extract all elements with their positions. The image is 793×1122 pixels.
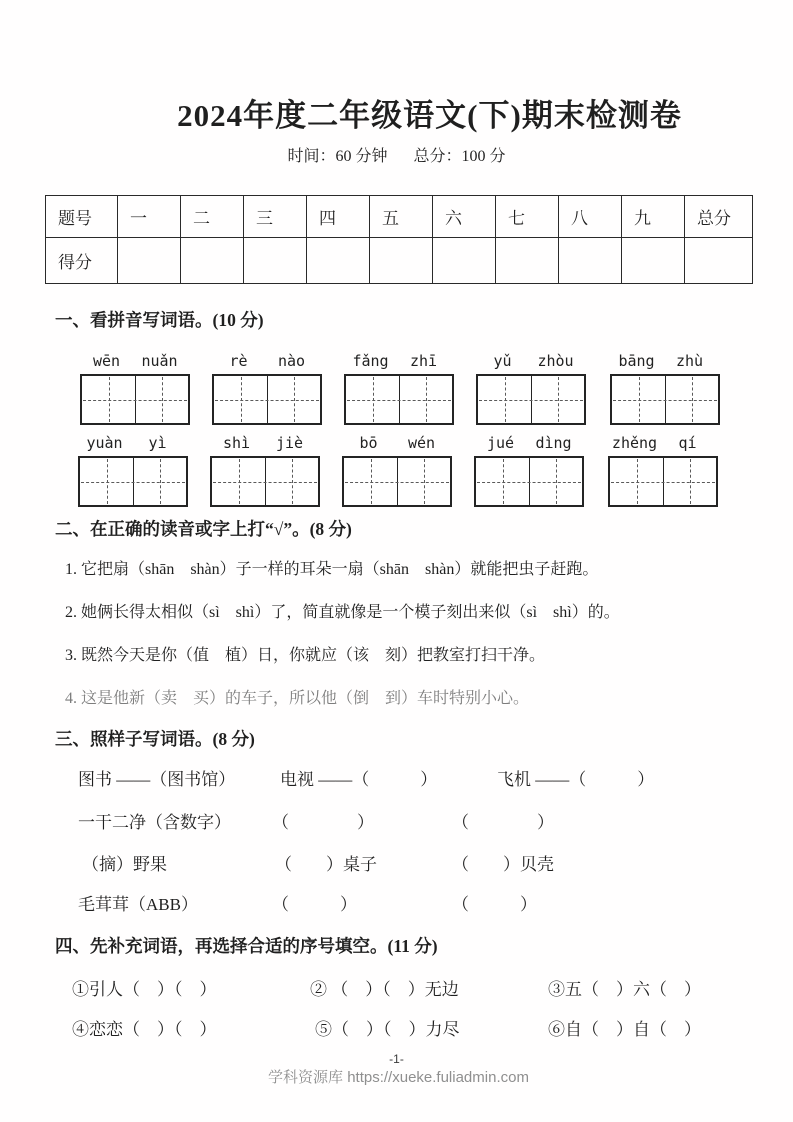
source-attribution: 学科资源库 https://xueke.fuliadmin.com: [268, 1069, 529, 1086]
pinyin-label: [608, 434, 714, 452]
writing-box[interactable]: [342, 456, 452, 507]
score-table-header-cell: 六: [433, 196, 496, 238]
score-table-header-cell: 八: [559, 196, 622, 238]
pinyin-word-group: [474, 434, 580, 507]
pinyin-word-group: [342, 434, 448, 507]
pinyin-word-group: [344, 352, 450, 425]
word-pattern-cell: （ ）: [452, 895, 537, 914]
question-item-2: 2. 她俩长得太相似（sì shì）了，简直就像是一个模子刻出来似（sì shì）的。: [65, 604, 620, 621]
pinyin-syllable: wén: [407, 434, 436, 452]
pinyin-label: [344, 352, 450, 370]
writing-box[interactable]: [80, 374, 190, 425]
idiom-fill-cell: ② （ ）（ ）无边: [310, 980, 459, 999]
score-table-header-cell: 九: [622, 196, 685, 238]
pinyin-syllable: shì: [222, 434, 251, 452]
writing-box[interactable]: [474, 456, 584, 507]
section-four-heading: 四、先补充词语，再选择合适的序号填空。(11 分): [55, 936, 438, 956]
pinyin-syllable: yuàn: [86, 434, 123, 452]
pinyin-syllable: nào: [277, 352, 306, 370]
word-pattern-cell: 图书 ——（图书馆）: [78, 770, 236, 789]
pinyin-word-group: [78, 434, 184, 507]
score-table-header-cell: 一: [118, 196, 181, 238]
word-pattern-cell: （ ）: [272, 813, 374, 832]
question-item-1: 1. 它把扇（shān shàn）子一样的耳朵一扇（shān shàn）就能把虫子赶跑。: [65, 561, 599, 578]
pinyin-word-group: [212, 352, 318, 425]
writing-box[interactable]: [476, 374, 586, 425]
score-row-label: 得分: [46, 238, 118, 284]
score-table-header-cell: 四: [307, 196, 370, 238]
idiom-fill-cell: ⑥自（ ）自（ ）: [548, 1020, 701, 1039]
pinyin-label: [78, 434, 184, 452]
pinyin-syllable: fǎng: [352, 352, 389, 370]
score-table-header-cell: 三: [244, 196, 307, 238]
section-three-heading: 三、照样子写词语。(8 分): [55, 729, 255, 749]
score-table-header-row: [46, 196, 753, 238]
exam-total-score: 总分：100 分: [413, 148, 506, 165]
writing-box[interactable]: [608, 456, 718, 507]
word-pattern-cell: 毛茸茸（ABB）: [78, 895, 198, 914]
word-pattern-cell: （ ）桌子: [275, 855, 377, 874]
score-table-header-cell: 题号: [46, 196, 118, 238]
exam-meta: [0, 143, 793, 166]
score-cell-empty: [685, 238, 753, 284]
score-cell-empty: [559, 238, 622, 284]
section-one-heading: 一、看拼音写词语。(10 分): [55, 310, 264, 330]
pinyin-syllable: rè: [229, 352, 248, 370]
pinyin-label: [610, 352, 716, 370]
pinyin-syllable: yǔ: [493, 352, 512, 370]
pinyin-syllable: jiè: [275, 434, 304, 452]
score-cell-empty: [244, 238, 307, 284]
pinyin-syllable: wēn: [92, 352, 121, 370]
pinyin-label: [342, 434, 448, 452]
section-two-heading: 二、在正确的读音或字上打“√”。(8 分): [55, 519, 352, 539]
pinyin-syllable: yì: [148, 434, 167, 452]
pinyin-syllable: jué: [486, 434, 515, 452]
pinyin-word-group: [80, 352, 186, 425]
pinyin-word-group: [608, 434, 714, 507]
writing-box[interactable]: [78, 456, 188, 507]
idiom-fill-cell: ⑤（ ）（ ）力尽: [315, 1020, 460, 1039]
score-table-header-cell: 五: [370, 196, 433, 238]
pinyin-syllable: qí: [678, 434, 697, 452]
writing-box[interactable]: [610, 374, 720, 425]
word-pattern-cell: 飞机 ——（ ）: [497, 770, 655, 789]
word-pattern-cell: （ ）: [452, 813, 554, 832]
exam-time: 时间：60 分钟: [287, 148, 388, 165]
score-cell-empty: [118, 238, 181, 284]
score-table-header-cell: 二: [181, 196, 244, 238]
score-cell-empty: [307, 238, 370, 284]
pinyin-label: [474, 434, 580, 452]
idiom-fill-cell: ③五（ ）六（ ）: [548, 980, 701, 999]
score-cell-empty: [433, 238, 496, 284]
pinyin-word-group: [610, 352, 716, 425]
word-pattern-cell: （ ）: [272, 895, 357, 914]
score-cell-empty: [622, 238, 685, 284]
pinyin-word-group: [210, 434, 316, 507]
word-pattern-cell: 一干二净（含数字）: [78, 813, 231, 832]
writing-box[interactable]: [344, 374, 454, 425]
pinyin-syllable: bō: [359, 434, 378, 452]
pinyin-label: [476, 352, 582, 370]
pinyin-syllable: bāng: [618, 352, 655, 370]
question-item-4: 4. 这是他新（卖 买）的车子，所以他（倒 到）车时特别小心。: [65, 690, 530, 707]
pinyin-syllable: zhù: [675, 352, 704, 370]
score-cell-empty: [181, 238, 244, 284]
idiom-fill-cell: ④恋恋（ ）（ ）: [72, 1020, 217, 1039]
writing-box[interactable]: [210, 456, 320, 507]
score-table: [45, 195, 753, 284]
word-pattern-cell: 电视 ——（ ）: [280, 770, 438, 789]
page-number: -1-: [389, 1052, 404, 1066]
pinyin-syllable: zhòu: [537, 352, 574, 370]
pinyin-syllable: zhěng: [611, 434, 658, 452]
score-table-score-row: [46, 238, 753, 284]
word-pattern-cell: （ ）贝壳: [452, 855, 554, 874]
pinyin-syllable: dìng: [535, 434, 572, 452]
score-cell-empty: [496, 238, 559, 284]
score-cell-empty: [370, 238, 433, 284]
word-pattern-cell: （摘）野果: [82, 855, 167, 874]
pinyin-syllable: zhī: [409, 352, 438, 370]
writing-box[interactable]: [212, 374, 322, 425]
idiom-fill-cell: ①引人（ ）（ ）: [72, 980, 217, 999]
pinyin-syllable: nuǎn: [141, 352, 178, 370]
score-table-header-cell: 总分: [685, 196, 753, 238]
pinyin-label: [212, 352, 318, 370]
pinyin-label: [210, 434, 316, 452]
pinyin-label: [80, 352, 186, 370]
score-table-header-cell: 七: [496, 196, 559, 238]
pinyin-word-group: [476, 352, 582, 425]
page-title: 2024年度二年级语文(下)期末检测卷: [177, 98, 682, 133]
question-item-3: 3. 既然今天是你（值 植）日，你就应（该 刻）把教室打扫干净。: [65, 647, 546, 664]
